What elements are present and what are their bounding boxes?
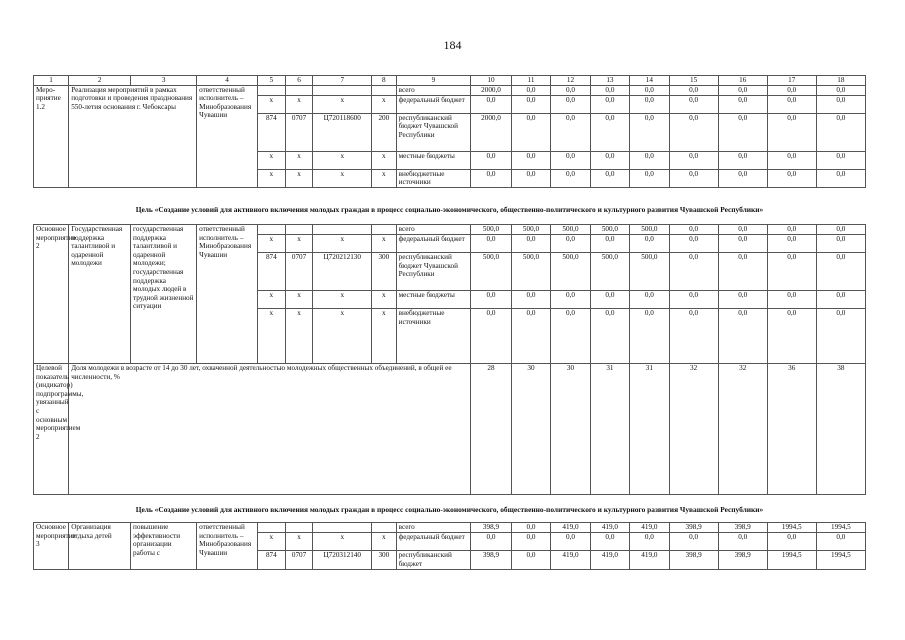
code-cell: x <box>285 291 313 309</box>
column-header: 16 <box>718 76 767 86</box>
code-cell <box>372 225 397 235</box>
value-cell: 0,0 <box>551 291 590 309</box>
funding-source: республиканский бюджет <box>396 551 471 570</box>
value-cell: 0,0 <box>511 95 550 113</box>
value-cell: 2000,0 <box>471 85 512 95</box>
funding-source: федеральный бюджет <box>396 533 471 551</box>
value-cell: 419,0 <box>630 551 669 570</box>
code-cell: x <box>257 309 285 364</box>
value-cell: 1994,5 <box>767 551 816 570</box>
code-cell: 874 <box>257 551 285 570</box>
indicator-value: 30 <box>511 364 550 495</box>
column-header: 6 <box>285 76 313 86</box>
value-cell: 0,0 <box>816 85 865 95</box>
value-cell: 0,0 <box>551 309 590 364</box>
value-cell: 0,0 <box>630 169 669 187</box>
value-cell: 0,0 <box>551 85 590 95</box>
value-cell: 0,0 <box>718 235 767 253</box>
code-cell: 874 <box>257 253 285 291</box>
value-cell: 0,0 <box>630 95 669 113</box>
indicator-value: 31 <box>630 364 669 495</box>
funding-source: внебюджетные источники <box>396 309 471 364</box>
code-cell: x <box>285 95 313 113</box>
code-cell: Ц720118600 <box>313 113 372 151</box>
value-cell: 0,0 <box>718 113 767 151</box>
value-cell: 419,0 <box>551 551 590 570</box>
code-cell: x <box>372 533 397 551</box>
value-cell: 0,0 <box>767 309 816 364</box>
responsible: ответственный исполнитель – Минобразования Чувашии <box>197 85 258 187</box>
value-cell: 0,0 <box>816 533 865 551</box>
column-header: 12 <box>551 76 590 86</box>
code-cell <box>313 225 372 235</box>
code-cell: x <box>313 169 372 187</box>
column-header: 7 <box>313 76 372 86</box>
value-cell: 0,0 <box>669 113 718 151</box>
indicator-value: 32 <box>669 364 718 495</box>
value-cell: 0,0 <box>718 291 767 309</box>
value-cell: 500,0 <box>511 253 550 291</box>
indicator-value: 31 <box>590 364 629 495</box>
code-cell: Ц720312140 <box>313 551 372 570</box>
value-cell: 500,0 <box>590 253 629 291</box>
measure-label: Основное мероприятие 3 <box>34 523 69 570</box>
page-number: 184 <box>443 38 462 52</box>
value-cell: 0,0 <box>767 533 816 551</box>
value-cell: 0,0 <box>767 253 816 291</box>
value-cell: 0,0 <box>590 169 629 187</box>
code-cell <box>285 523 313 533</box>
value-cell: 398,9 <box>718 523 767 533</box>
code-cell: x <box>257 235 285 253</box>
value-cell: 0,0 <box>669 309 718 364</box>
indicator-label: Целевой показатель (индикатор) подпрограммы, увязанный с основным мероприятием 2 <box>34 364 69 495</box>
code-cell: x <box>285 309 313 364</box>
value-cell: 0,0 <box>718 225 767 235</box>
column-header: 1 <box>34 76 69 86</box>
funding-source: республиканский бюджет Чувашской Республики <box>396 253 471 291</box>
measure-label: Основное мероприятие 2 <box>34 225 69 364</box>
measure-task: повышение эффективности организации работы с <box>131 523 197 570</box>
value-cell: 0,0 <box>669 533 718 551</box>
value-cell: 500,0 <box>471 225 512 235</box>
measure-name: Государственная поддержка талантливой и одаренной молодежи <box>69 225 131 364</box>
goal-heading-2: Цель «Создание условий для активного включения молодых граждан в процесс социально-экономического, общественно-политического и культурного развития Чувашской Республики» <box>135 505 764 514</box>
value-cell: 0,0 <box>767 225 816 235</box>
value-cell: 0,0 <box>816 169 865 187</box>
measure-name: Реализация мероприятий в рамках подготовки и проведения празднования 550-летия основания г. Чебоксары <box>69 85 197 187</box>
value-cell: 0,0 <box>816 225 865 235</box>
value-cell: 0,0 <box>511 85 550 95</box>
value-cell: 0,0 <box>590 113 629 151</box>
code-cell <box>257 225 285 235</box>
value-cell: 0,0 <box>630 235 669 253</box>
indicator-value: 38 <box>816 364 865 495</box>
value-cell: 0,0 <box>669 85 718 95</box>
value-cell: 0,0 <box>590 95 629 113</box>
funding-source: внебюджетные источники <box>396 169 471 187</box>
value-cell: 0,0 <box>511 151 550 169</box>
value-cell: 0,0 <box>511 169 550 187</box>
value-cell: 0,0 <box>767 291 816 309</box>
column-header: 17 <box>767 76 816 86</box>
value-cell: 1994,5 <box>767 523 816 533</box>
value-cell: 0,0 <box>511 113 550 151</box>
code-cell <box>257 85 285 95</box>
value-cell: 0,0 <box>511 291 550 309</box>
value-cell: 0,0 <box>669 225 718 235</box>
value-cell: 0,0 <box>630 113 669 151</box>
value-cell: 0,0 <box>767 85 816 95</box>
code-cell: x <box>285 151 313 169</box>
code-cell: 0707 <box>285 253 313 291</box>
indicator-value: 30 <box>551 364 590 495</box>
value-cell: 0,0 <box>630 291 669 309</box>
value-cell: 500,0 <box>551 225 590 235</box>
responsible: ответственный исполнитель – Минобразования Чувашии <box>197 225 258 364</box>
column-header: 9 <box>396 76 471 86</box>
code-cell: 300 <box>372 551 397 570</box>
value-cell: 0,0 <box>511 309 550 364</box>
code-cell: Ц720212130 <box>313 253 372 291</box>
indicator-value: 32 <box>718 364 767 495</box>
code-cell: x <box>313 151 372 169</box>
value-cell: 398,9 <box>669 523 718 533</box>
value-cell: 0,0 <box>471 291 512 309</box>
value-cell: 0,0 <box>816 95 865 113</box>
value-cell: 0,0 <box>718 309 767 364</box>
value-cell: 0,0 <box>767 113 816 151</box>
code-cell: 874 <box>257 113 285 151</box>
value-cell: 0,0 <box>551 113 590 151</box>
column-header: 15 <box>669 76 718 86</box>
value-cell: 0,0 <box>551 235 590 253</box>
code-cell <box>313 85 372 95</box>
value-cell: 0,0 <box>471 95 512 113</box>
value-cell: 0,0 <box>767 235 816 253</box>
indicator-row <box>34 364 866 495</box>
value-cell: 500,0 <box>590 225 629 235</box>
header-row <box>34 76 866 86</box>
value-cell: 0,0 <box>551 151 590 169</box>
value-cell: 0,0 <box>669 235 718 253</box>
measure-task: государственная поддержка талантливой и одаренной молодежи; государственная поддержка молодых людей в трудной жизненной ситуации <box>131 225 197 364</box>
value-cell: 0,0 <box>718 253 767 291</box>
funding-source: республиканский бюджет Чувашской Республики <box>396 113 471 151</box>
value-cell: 0,0 <box>718 169 767 187</box>
code-cell: x <box>313 533 372 551</box>
funding-source: всего <box>396 523 471 533</box>
value-cell: 0,0 <box>511 533 550 551</box>
column-header: 11 <box>511 76 550 86</box>
code-cell: x <box>257 169 285 187</box>
value-cell: 500,0 <box>551 253 590 291</box>
column-header: 10 <box>471 76 512 86</box>
value-cell: 0,0 <box>590 235 629 253</box>
funding-source: всего <box>396 225 471 235</box>
column-header: 2 <box>69 76 131 86</box>
value-cell: 500,0 <box>471 253 512 291</box>
value-cell: 0,0 <box>630 533 669 551</box>
column-header: 5 <box>257 76 285 86</box>
value-cell: 0,0 <box>718 533 767 551</box>
value-cell: 0,0 <box>590 151 629 169</box>
code-cell: x <box>372 291 397 309</box>
value-cell: 0,0 <box>511 235 550 253</box>
code-cell: 0707 <box>285 551 313 570</box>
value-cell: 0,0 <box>669 253 718 291</box>
code-cell: x <box>285 533 313 551</box>
value-cell: 1994,5 <box>816 523 865 533</box>
value-cell: 1994,5 <box>816 551 865 570</box>
code-cell <box>257 523 285 533</box>
value-cell: 0,0 <box>551 95 590 113</box>
code-cell: x <box>285 169 313 187</box>
measure-label: Мероприятие 1.2 <box>34 85 69 187</box>
code-cell: x <box>372 95 397 113</box>
value-cell: 419,0 <box>630 523 669 533</box>
table-row <box>34 225 866 235</box>
value-cell: 0,0 <box>471 235 512 253</box>
code-cell <box>372 523 397 533</box>
value-cell: 419,0 <box>551 523 590 533</box>
value-cell: 0,0 <box>551 169 590 187</box>
value-cell: 419,0 <box>590 551 629 570</box>
column-header: 4 <box>197 76 258 86</box>
value-cell: 500,0 <box>630 253 669 291</box>
code-cell: x <box>372 151 397 169</box>
responsible: ответственный исполнитель – Минобразования Чувашии <box>197 523 258 570</box>
column-header: 18 <box>816 76 865 86</box>
value-cell: 398,9 <box>669 551 718 570</box>
goal-heading-1: Цель «Создание условий для активного включения молодых граждан в процесс социально-экономического, общественно-политического и культурного развития Чувашской Республики» <box>135 205 764 214</box>
value-cell: 0,0 <box>630 309 669 364</box>
value-cell: 398,9 <box>471 551 512 570</box>
code-cell: 300 <box>372 253 397 291</box>
value-cell: 0,0 <box>669 291 718 309</box>
column-header: 14 <box>630 76 669 86</box>
code-cell: x <box>257 533 285 551</box>
value-cell: 0,0 <box>816 291 865 309</box>
code-cell: x <box>313 309 372 364</box>
code-cell: x <box>372 235 397 253</box>
column-header: 13 <box>590 76 629 86</box>
code-cell: x <box>257 151 285 169</box>
funding-source: местные бюджеты <box>396 151 471 169</box>
value-cell: 0,0 <box>590 309 629 364</box>
indicator-value: 36 <box>767 364 816 495</box>
code-cell <box>313 523 372 533</box>
value-cell: 0,0 <box>590 85 629 95</box>
value-cell: 0,0 <box>718 85 767 95</box>
value-cell: 0,0 <box>511 551 550 570</box>
value-cell: 0,0 <box>767 169 816 187</box>
value-cell: 0,0 <box>718 95 767 113</box>
value-cell: 0,0 <box>816 235 865 253</box>
indicator-value: 28 <box>471 364 512 495</box>
value-cell: 0,0 <box>590 533 629 551</box>
value-cell: 0,0 <box>767 95 816 113</box>
value-cell: 0,0 <box>816 309 865 364</box>
value-cell: 0,0 <box>630 151 669 169</box>
code-cell: x <box>313 291 372 309</box>
value-cell: 0,0 <box>669 169 718 187</box>
code-cell: 200 <box>372 113 397 151</box>
value-cell: 500,0 <box>630 225 669 235</box>
value-cell: 0,0 <box>669 151 718 169</box>
value-cell: 0,0 <box>767 151 816 169</box>
funding-source: всего <box>396 85 471 95</box>
funding-source: федеральный бюджет <box>396 95 471 113</box>
value-cell: 0,0 <box>551 533 590 551</box>
code-cell: x <box>372 169 397 187</box>
value-cell: 419,0 <box>590 523 629 533</box>
value-cell: 0,0 <box>471 169 512 187</box>
funding-source: федеральный бюджет <box>396 235 471 253</box>
value-cell: 0,0 <box>471 151 512 169</box>
program-table-part1 <box>33 75 866 188</box>
code-cell: x <box>285 235 313 253</box>
value-cell: 0,0 <box>816 113 865 151</box>
measure-name: Организация отдыха детей <box>69 523 131 570</box>
value-cell: 0,0 <box>816 151 865 169</box>
value-cell: 398,9 <box>718 551 767 570</box>
code-cell: x <box>372 309 397 364</box>
code-cell: x <box>257 95 285 113</box>
indicator-text: Доля молодежи в возрасте от 14 до 30 лет, охваченной деятельностью молодежных общественных объединений, в общей ее численности, % <box>69 364 471 495</box>
funding-source: местные бюджеты <box>396 291 471 309</box>
value-cell: 0,0 <box>471 533 512 551</box>
column-header: 3 <box>131 76 197 86</box>
code-cell: x <box>313 95 372 113</box>
value-cell: 0,0 <box>718 151 767 169</box>
code-cell: x <box>313 235 372 253</box>
table-row <box>34 523 866 533</box>
value-cell: 398,9 <box>471 523 512 533</box>
code-cell <box>285 225 313 235</box>
code-cell: 0707 <box>285 113 313 151</box>
code-cell: x <box>257 291 285 309</box>
code-cell <box>372 85 397 95</box>
value-cell: 0,0 <box>590 291 629 309</box>
value-cell: 0,0 <box>816 253 865 291</box>
value-cell: 0,0 <box>471 309 512 364</box>
table-row <box>34 85 866 95</box>
code-cell <box>285 85 313 95</box>
value-cell: 500,0 <box>511 225 550 235</box>
program-table-part3 <box>33 522 866 570</box>
value-cell: 0,0 <box>669 95 718 113</box>
value-cell: 2000,0 <box>471 113 512 151</box>
value-cell: 0,0 <box>511 523 550 533</box>
program-table-part2 <box>33 224 866 495</box>
column-header: 8 <box>372 76 397 86</box>
value-cell: 0,0 <box>630 85 669 95</box>
